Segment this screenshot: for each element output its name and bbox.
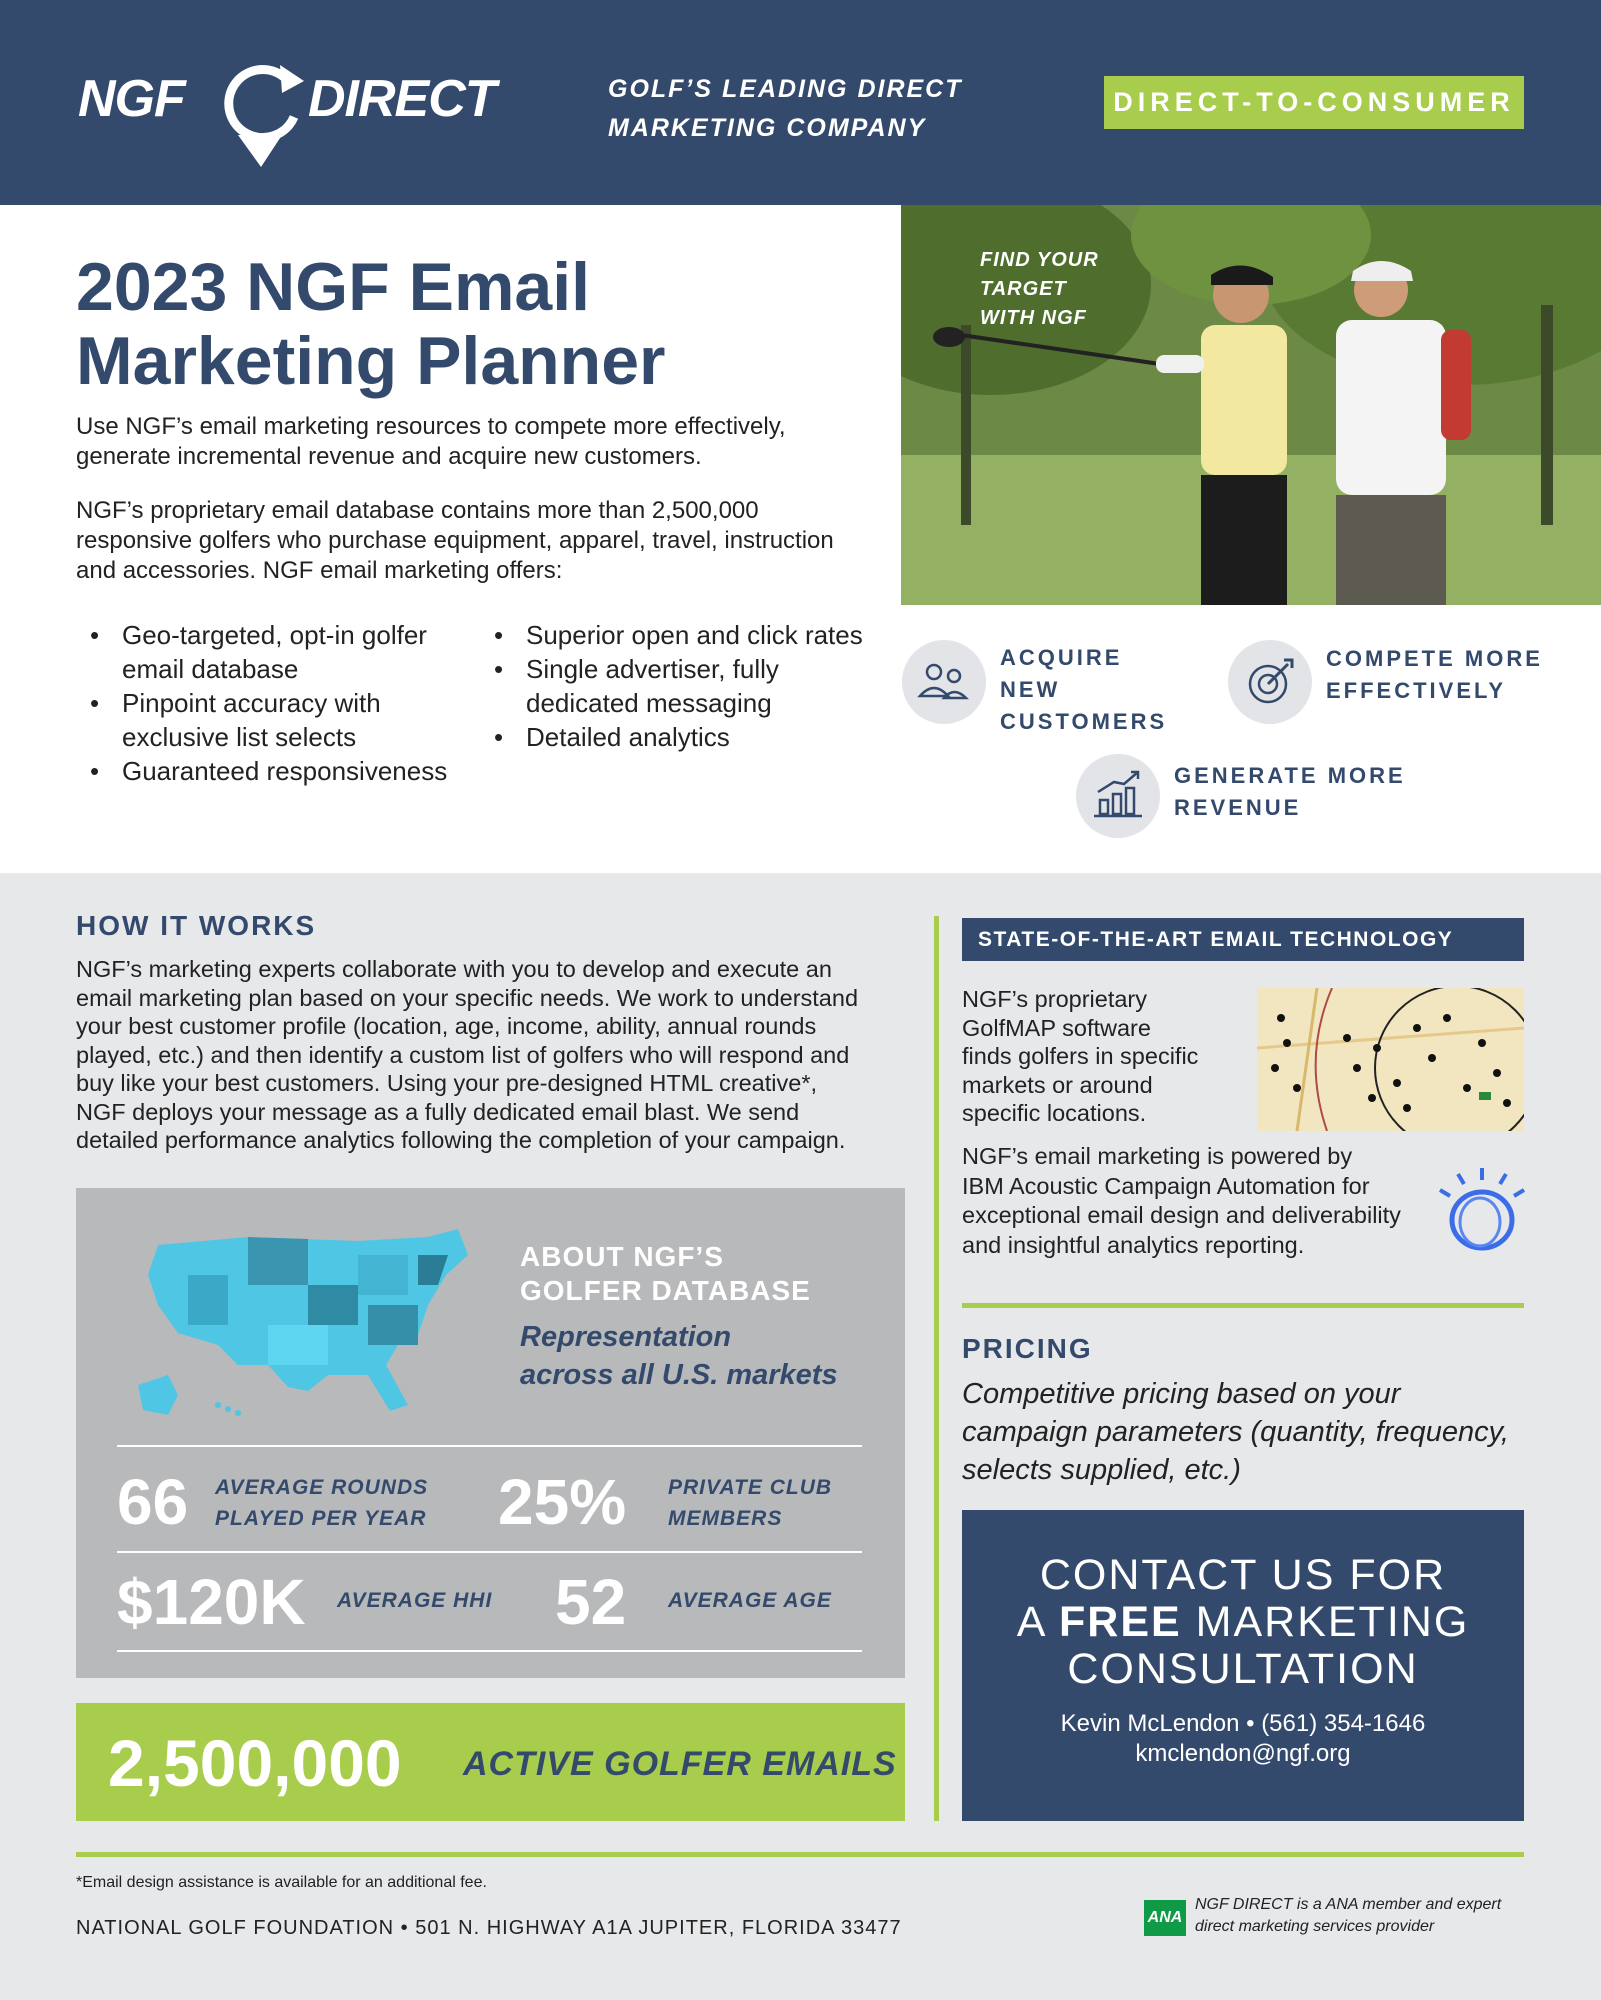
benefit-line: GENERATE MORE [1174,763,1406,788]
text-line: buy like your best customers. Using your pre-designed HTML creative*, [76,1070,817,1096]
divider [76,1852,1524,1857]
caption-line: FIND YOUR [980,249,1099,271]
tagline-line: GOLF’S LEADING DIRECT [608,75,963,103]
benefit-line: REVENUE [1174,795,1302,820]
technology-heading: STATE-OF-THE-ART EMAIL TECHNOLOGY [962,918,1524,961]
benefit-line: COMPETE MORE [1326,646,1543,671]
label-line: PRIVATE CLUB [668,1476,833,1499]
divider [962,1303,1524,1308]
caption-line: WITH NGF [980,307,1087,329]
divider [117,1650,862,1652]
contact-person-phone[interactable]: Kevin McLendon • (561) 354-1646 [1060,1710,1426,1737]
benefit-compete [1326,643,1543,707]
text-line: and insightful analytics reporting. [962,1231,1305,1258]
intro-paragraph: Use NGF’s email marketing resources to compete more effectively, generate incremental revenue and acquire new customers. [76,413,786,470]
stat-hhi-value: $120K [117,1566,306,1638]
benefit-generate [1174,760,1406,824]
contact-box [962,1510,1524,1821]
text-line: detailed performance analytics following the completion of your campaign. [76,1127,846,1153]
stat-hhi-label: AVERAGE HHI [337,1589,493,1612]
stat-rounds-label [215,1472,428,1534]
title-line: 2023 NGF Email [76,249,591,325]
logo-ngf-text: NGF [78,70,185,128]
ngf-direct-logo[interactable] [78,55,538,170]
text-line: GolfMAP software [962,1014,1151,1041]
headline-text: MARKETING [1181,1598,1470,1646]
subheading-line: Representation [520,1321,732,1353]
ana-logo: ANA [1144,1900,1186,1936]
stat-rounds-value: 66 [117,1466,189,1538]
text-line: campaign parameters (quantity, frequency, [962,1416,1509,1448]
text-line: your best customer profile (location, age, income, ability, annual rounds [76,1013,817,1039]
list-item: • Guaranteed responsiveness [76,754,476,788]
offers-list-left [76,618,476,788]
headline-line: CONTACT US FOR [1039,1551,1447,1599]
benefit-line: ACQUIRE [1000,645,1123,670]
text-line: direct marketing services provider [1195,1918,1435,1935]
divider [117,1445,862,1447]
text-line: markets or around [962,1071,1153,1098]
text-line: NGF deploys your message as a fully dedicated email blast. We send [76,1098,800,1125]
list-item: • Superior open and click rates [480,618,880,652]
text-line: IBM Acoustic Campaign Automation for [962,1172,1370,1199]
stat-age-value: 52 [555,1566,627,1638]
benefit-acquire [1000,642,1167,738]
page-title [76,250,876,398]
text-line: exceptional email design and deliverability [962,1202,1401,1228]
stat-age-label: AVERAGE AGE [668,1589,832,1612]
text-line: NGF’s marketing experts collaborate with you to develop and execute an [76,956,832,982]
us-map-icon [128,1215,478,1425]
subheading-line: across all U.S. markets [520,1359,838,1391]
text-line: finds golfers in specific [962,1043,1199,1069]
database-paragraph: NGF’s proprietary email database contains more than 2,500,000 responsive golfers who purchase equipment, apparel, travel, instruction and accessories. NGF email marketing offers: [76,497,834,584]
stat-private-label [668,1472,832,1534]
active-emails-count: 2,500,000 [108,1726,402,1800]
pricing-heading: PRICING [962,1333,1093,1364]
benefit-line: NEW [1000,677,1061,702]
contact-headline [962,1552,1524,1693]
text-line: NGF DIRECT is a ANA member and expert [1195,1896,1502,1913]
text-line: played, etc.) and then identify a custom list of golfers who will respond and [76,1041,850,1068]
tagline-line: MARKETING COMPANY [608,114,927,142]
stat-private-value: 25% [498,1466,627,1538]
heading-line: GOLFER DATABASE [520,1275,811,1306]
headline-line: CONSULTATION [1067,1645,1419,1693]
list-item: • Detailed analytics [480,720,880,754]
ibm-acoustic-logo-icon [1430,1160,1534,1264]
database-subheading [520,1318,838,1394]
divider [117,1551,862,1553]
list-item: • Single advertiser, fully dedicated messaging [480,652,880,720]
tagline [608,70,963,148]
direct-to-consumer-badge: DIRECT-TO-CONSUMER [1104,76,1524,129]
logo-direct-text: DIRECT [308,70,496,128]
benefit-line: EFFECTIVELY [1326,678,1507,703]
headline-free: FREE [1059,1598,1182,1646]
footnote: *Email design assistance is available for an additional fee. [76,1874,487,1891]
title-line: Marketing Planner [76,323,666,399]
ana-membership-text [1195,1894,1535,1938]
column-divider [934,916,939,1821]
headline-line [962,1599,1524,1646]
label-line: MEMBERS [668,1507,783,1530]
text-line: email marketing plan based on your specific needs. We work to understand [76,984,859,1011]
label-line: PLAYED PER YEAR [215,1507,427,1530]
list-item: • Geo-targeted, opt-in golfer email database [76,618,476,686]
target-icon [1228,640,1312,724]
golfmap-image [1257,988,1524,1131]
contact-email-link[interactable]: kmclendon@ngf.org [1135,1740,1351,1767]
label-line: AVERAGE ROUNDS [215,1476,429,1499]
how-it-works-text [76,955,926,1155]
photo-caption [980,246,1099,333]
headline-text: A [1016,1598,1059,1646]
text-line: NGF’s email marketing is powered by [962,1143,1353,1169]
text-line: Competitive pricing based on your [962,1378,1401,1410]
how-it-works-heading: HOW IT WORKS [76,910,317,941]
caption-line: TARGET [980,278,1067,300]
text-line: NGF’s proprietary [962,986,1148,1012]
database-heading [520,1240,811,1308]
header-banner [0,0,1601,205]
golfmap-text [962,985,1232,1128]
benefit-line: CUSTOMERS [1000,709,1168,734]
text-line: specific locations. [962,1100,1147,1126]
list-item: • Pinpoint accuracy with exclusive list selects [76,686,476,754]
growth-chart-icon [1076,754,1160,838]
customers-icon [902,640,986,724]
location-pin-icon [206,55,316,170]
heading-line: ABOUT NGF’S [520,1241,724,1272]
active-emails-label: ACTIVE GOLFER EMAILS [463,1745,897,1783]
text-line: selects supplied, etc.) [962,1454,1241,1486]
pricing-text [962,1375,1552,1489]
address: NATIONAL GOLF FOUNDATION • 501 N. HIGHWAY A1A JUPITER, FLORIDA 33477 [76,1917,902,1939]
offers-list-right [480,618,880,754]
